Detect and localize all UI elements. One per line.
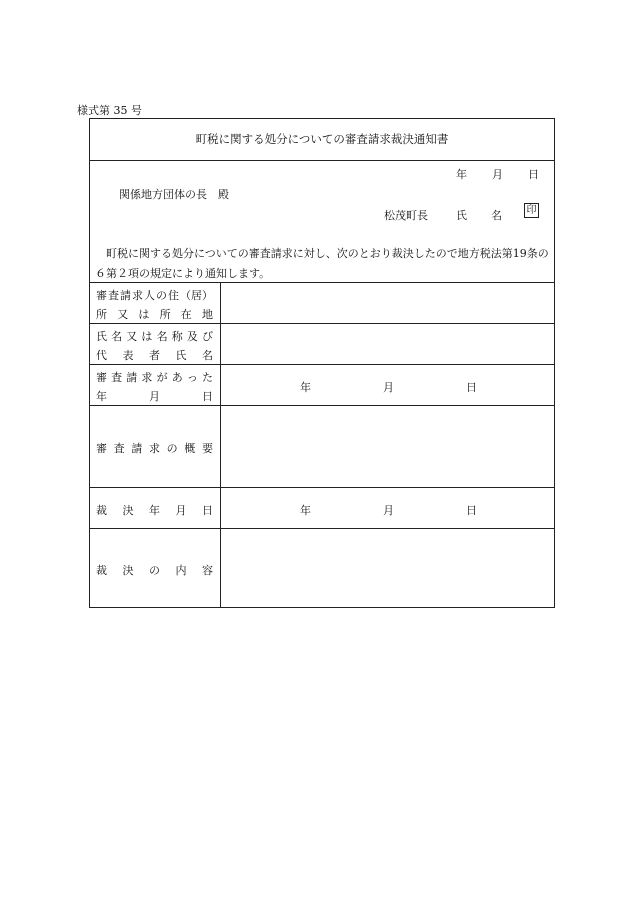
label-requester-address [90, 283, 221, 323]
label-decision-date [90, 488, 221, 528]
label-line: 年 月 日 [96, 390, 213, 403]
value-request-summary[interactable] [221, 406, 554, 487]
label-line: 審 査 請 求 の 概 要 [96, 442, 213, 455]
label-requester-name [90, 324, 221, 364]
row-requester-name [90, 323, 554, 364]
label-line: 裁 決 の 内 容 [96, 564, 213, 577]
row-requester-address [90, 282, 554, 323]
seal-mark: 印 [524, 203, 539, 218]
decision-date-month: 月 [383, 504, 394, 517]
decision-date-day: 日 [466, 504, 477, 517]
header-date-year: 年 [456, 168, 467, 181]
addressee: 関係地方団体の長 殿 [119, 188, 229, 201]
label-line: 代 表 者 氏 名 [96, 349, 213, 362]
notice-body-text: 町税に関する処分についての審査請求に対し、次のとおり裁決したので地方税法第19条の６第２項の規定により通知します。 [95, 247, 549, 280]
label-request-date [90, 365, 221, 405]
sender-name-label-1: 氏 [456, 209, 467, 222]
row-decision-content [90, 528, 554, 608]
label-request-summary [90, 406, 221, 487]
notice-form [89, 118, 555, 608]
form-number: 様式第 35 号 [77, 104, 142, 117]
label-line: 所 又 は 所 在 地 [96, 308, 213, 321]
row-request-summary [90, 405, 554, 487]
header-date-month: 月 [492, 168, 503, 181]
label-decision-content [90, 529, 221, 608]
decision-date-year: 年 [300, 504, 311, 517]
header-date-day: 日 [528, 168, 539, 181]
value-requester-address[interactable] [221, 283, 554, 323]
value-decision-content[interactable] [221, 529, 554, 608]
sender-name-label-2: 名 [491, 209, 502, 222]
form-title: 町税に関する処分についての審査請求裁決通知書 [90, 119, 554, 161]
row-decision-date [90, 487, 554, 528]
row-request-date [90, 364, 554, 405]
label-line: 審 査 請 求 人 の 住 （居） [96, 289, 213, 302]
sender-office: 松茂町長 [384, 209, 428, 222]
label-line: 審 査 請 求 が あ っ た [96, 371, 213, 384]
label-line: 氏 名 又 は 名 称 及 び [96, 330, 213, 343]
request-date-day: 日 [466, 381, 477, 394]
value-requester-name[interactable] [221, 324, 554, 364]
label-line: 裁 決 年 月 日 [96, 504, 213, 517]
request-date-month: 月 [383, 381, 394, 394]
request-date-year: 年 [300, 381, 311, 394]
